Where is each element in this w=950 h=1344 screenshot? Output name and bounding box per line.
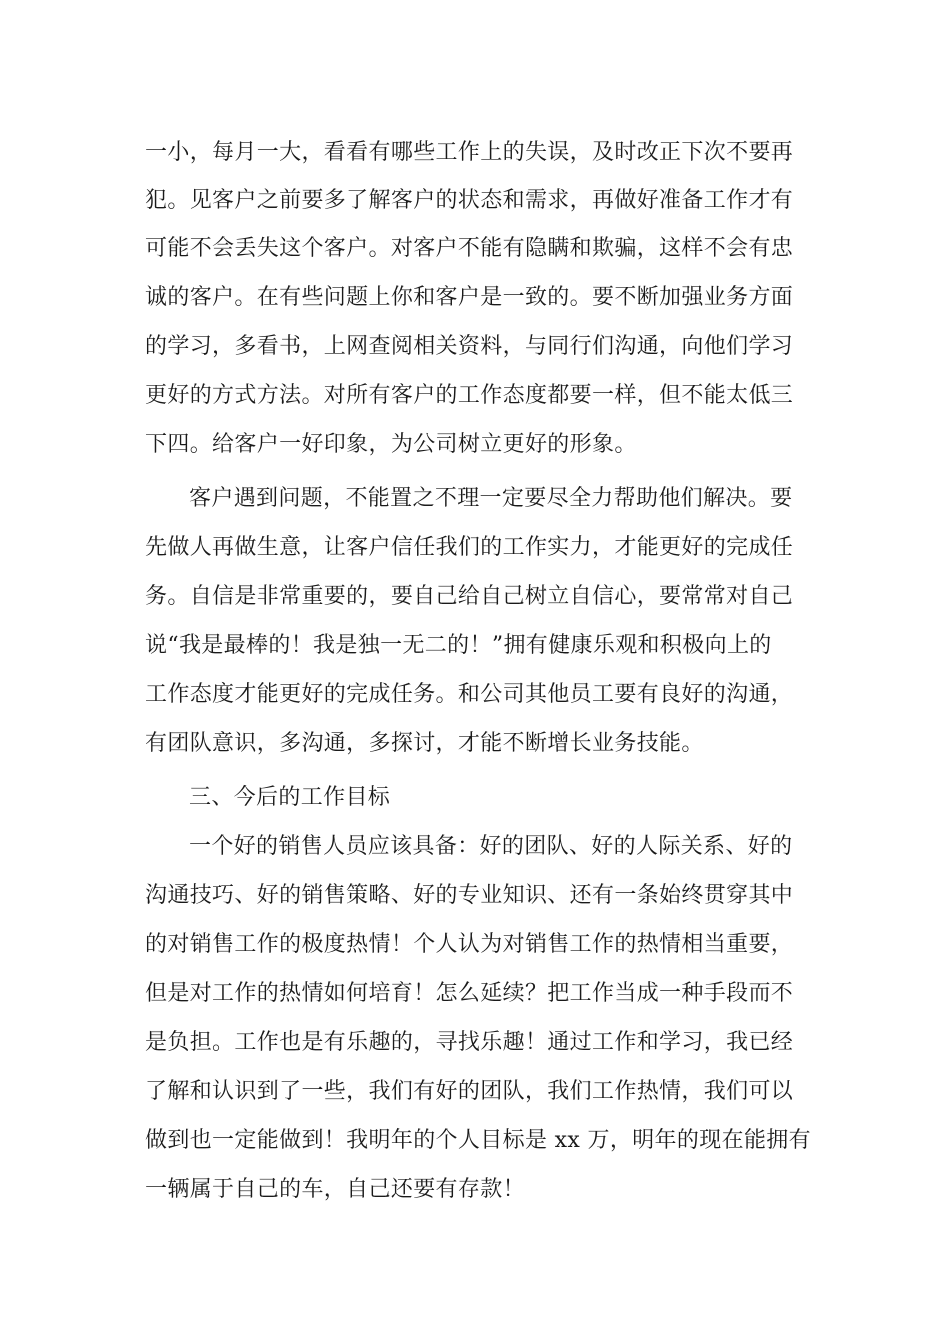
text-line: 务。自信是非常重要的，要自己给自己树立自信心，要常常对自己 <box>145 584 794 609</box>
text-line: 下四。给客户一好印象，为公司树立更好的形象。 <box>145 432 637 457</box>
text-line: 诚的客户。在有些问题上你和客户是一致的。要不断加强业务方面 <box>145 285 794 310</box>
text-line: 一个好的销售人员应该具备：好的团队、好的人际关系、好的 <box>189 834 793 859</box>
text-line: 工作态度才能更好的完成任务。和公司其他员工要有良好的沟通， <box>145 682 794 707</box>
text-line: 了解和认识到了一些，我们有好的团队，我们工作热情，我们可以 <box>145 1079 794 1104</box>
section-heading: 三、今后的工作目标 <box>189 785 391 810</box>
text-line: 沟通技巧、好的销售策略、好的专业知识、还有一条始终贯穿其中 <box>145 883 794 908</box>
text-line: 可能不会丢失这个客户。对客户不能有隐瞒和欺骗，这样不会有忠 <box>145 236 794 261</box>
text-line: 犯。见客户之前要多了解客户的状态和需求，再做好准备工作才有 <box>145 188 794 213</box>
text-line: 更好的方式方法。对所有客户的工作态度都要一样，但不能太低三 <box>145 383 794 408</box>
text-line: 有团队意识，多沟通，多探讨，才能不断增长业务技能。 <box>145 731 704 756</box>
text-line: 的学习，多看书，上网查阅相关资料，与同行们沟通，向他们学习 <box>145 334 794 359</box>
text-line: 先做人再做生意，让客户信任我们的工作实力，才能更好的完成任 <box>145 535 794 560</box>
text-line: 一小，每月一大，看看有哪些工作上的失误，及时改正下次不要再 <box>145 140 794 165</box>
text-line: 是负担。工作也是有乐趣的，寻找乐趣！通过工作和学习，我已经 <box>145 1030 794 1055</box>
text-line: 的对销售工作的极度热情！个人认为对销售工作的热情相当重要， <box>145 932 794 957</box>
text-line: 说“我是最棒的！我是独一无二的！”拥有健康乐观和积极向上的 <box>145 633 772 658</box>
text-line: 一辆属于自己的车，自己还要有存款！ <box>145 1177 525 1202</box>
text-line: 做到也一定能做到！我明年的个人目标是 xx 万，明年的现在能拥有 <box>145 1128 812 1153</box>
text-line: 客户遇到问题，不能置之不理一定要尽全力帮助他们解决。要 <box>189 486 793 511</box>
text-line: 但是对工作的热情如何培育！怎么延续？把工作当成一种手段而不 <box>145 981 794 1006</box>
